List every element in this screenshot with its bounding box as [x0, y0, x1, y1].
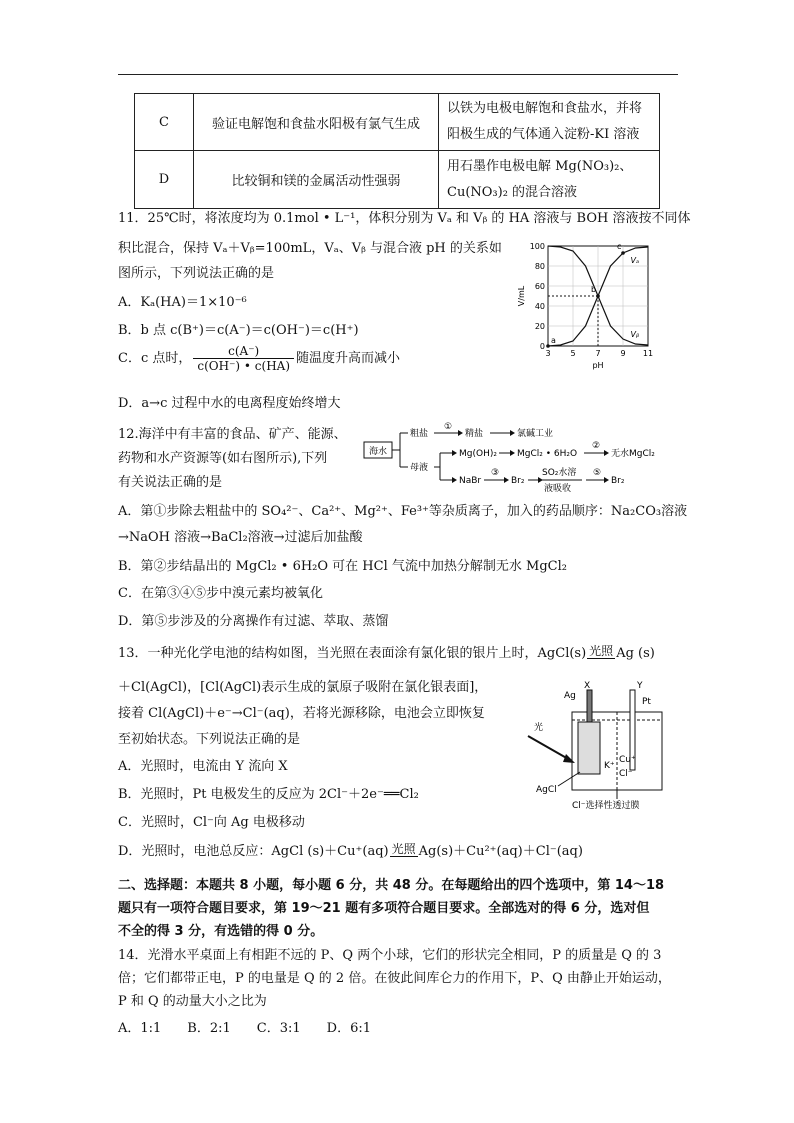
cu-ion-label: Cu⁺	[619, 755, 636, 765]
q11-stem-line: 积比混合，保持 Vₐ＋Vᵦ=100mL，Vₐ、Vᵦ 与混合液 pH 的关系如	[118, 241, 502, 256]
light-label: 光	[534, 723, 544, 733]
y-tick-label: 40	[534, 302, 545, 311]
arrow-head	[510, 450, 515, 456]
seawater-label: 海水	[368, 447, 388, 457]
table-row	[135, 151, 660, 209]
section-heading-line: 不全的得 3 分，有选错的得 0 分。	[118, 924, 324, 939]
y-tick-label: 100	[529, 242, 545, 251]
table-cell-goal: 比较铜和镁的金属活动性强弱	[194, 151, 439, 209]
fraction-denominator: c(OH⁻) • c(HA)	[197, 359, 291, 373]
x-tick-label: 11	[642, 349, 654, 358]
q14-stem-line: P 和 Q 的动量大小之比为	[118, 994, 267, 1009]
x-axis-label: pH	[592, 361, 604, 370]
q12-stem-line: 有关说法正确的是	[118, 475, 223, 490]
method-line: 阳极生成的气体通入淀粉-KI 溶液	[447, 127, 640, 142]
arrow-head	[604, 450, 609, 456]
agcl-coated-plate	[578, 722, 600, 774]
mgoh2-label: Mg(OH)₂	[459, 449, 497, 459]
experiment-table	[134, 93, 660, 209]
membrane-label: Cl⁻选择性透过膜	[572, 801, 640, 811]
method-line: Cu(NO₃)₂ 的混合溶液	[447, 184, 578, 200]
q11-stem-line: 图所示，下列说法正确的是	[118, 266, 275, 281]
table-cell-label: C	[135, 94, 194, 151]
q13-option-d-pre: D．光照时，电池总反应：AgCl (s)＋Cu⁺(aq)	[118, 844, 389, 859]
q12-option-d: D．第⑤步涉及的分离操作有过滤、萃取、蒸馏	[118, 614, 389, 629]
section-heading-line: 二、选择题：本题共 8 小题，每小题 6 分，共 48 分。在每题给出的四个选项中，第 14～18	[118, 878, 665, 893]
so2-absorb-label: SO₂水溶	[542, 468, 577, 478]
series-label: Vₐ	[630, 256, 640, 265]
seawater-flow-diagram	[360, 415, 680, 495]
ph-volume-chart	[510, 238, 660, 373]
mother-liquor-label: 母液	[410, 463, 429, 473]
y-tick-label: 20	[534, 322, 545, 331]
method-line: 用石墨作电极电解 Mg(NO₃)₂、	[447, 158, 633, 174]
y-tick-label: 80	[534, 262, 545, 271]
point-label-c: c	[617, 242, 622, 251]
light-condition-arrow	[390, 843, 418, 859]
x-tick-label: 5	[570, 349, 576, 358]
pt-label: Pt	[642, 697, 651, 707]
arrow-head	[452, 450, 457, 456]
q12-option-a-cont: →NaOH 溶液→BaCl₂溶液→过滤后加盐酸	[118, 530, 363, 545]
light-condition-label: 光照	[589, 644, 614, 658]
fraction-numerator: c(A⁻)	[193, 344, 294, 359]
q11-option-c	[118, 344, 400, 373]
q12-stem-line: 药物和水产资源等(如右图所示),下列	[118, 451, 328, 466]
electrode-y-label: Y	[637, 681, 643, 691]
fine-salt-label: 精盐	[465, 429, 484, 439]
arrow-head	[504, 477, 509, 483]
arrow-head	[604, 477, 609, 483]
light-condition-arrow	[587, 645, 615, 661]
point-c	[621, 251, 625, 255]
q13-option-d	[118, 840, 583, 859]
q13-line1-pre: 13．一种光化学电池的结构如图，当光照在表面涂有氯化银的银片上时，AgCl(s)	[118, 646, 587, 661]
electrode-x-label: X	[584, 681, 591, 691]
point-b	[596, 294, 600, 298]
q11-fraction	[193, 344, 294, 373]
q11-option-a: A．Kₐ(HA)＝1×10⁻⁶	[118, 295, 247, 310]
crude-salt-label: 粗盐	[410, 429, 429, 439]
x-tick-label: 7	[595, 349, 601, 358]
q13-stem-line: 至初始状态。下列说法正确的是	[118, 732, 301, 747]
q12-option-b: B．第②步结晶出的 MgCl₂ • 6H₂O 可在 HCl 气流中加热分解制无水 MgCl₂	[118, 559, 567, 574]
chlor-alkali-label: 氯碱工业	[517, 429, 554, 439]
q13-option-c: C．光照时，Cl⁻向 Ag 电极移动	[118, 815, 305, 830]
q13-line1-post: Ag (s)	[616, 646, 655, 661]
ag-electrode-rod	[587, 690, 592, 722]
so2-absorb-label-2: 液吸收	[544, 484, 572, 494]
q11-option-c-pre: C．c 点时，	[118, 351, 192, 366]
section-heading-line: 题只有一项符合题目要求，第 19～21 题有多项符合题目要求。全部选对的得 6 分，选对但	[118, 901, 650, 916]
q13-stem-line	[118, 642, 655, 661]
arrow-head	[510, 430, 515, 436]
point-a	[546, 344, 550, 348]
q12-option-c: C．在第③④⑤步中溴元素均被氧化	[118, 586, 323, 601]
nabr-label: NaBr	[459, 476, 482, 486]
ag-label: Ag	[564, 691, 576, 701]
q12-option-a: A．第①步除去粗盐中的 SO₄²⁻、Ca²⁺、Mg²⁺、Fe³⁺等杂质离子，加入的药品顺序：Na₂CO₃溶液	[118, 504, 688, 519]
mgcl2-hydrate-label: MgCl₂ • 6H₂O	[517, 449, 578, 459]
q14-stem-line: 14．光滑水平桌面上有相距不远的 P、Q 两个小球，它们的形状完全相同，P 的质量是 Q 的 3	[118, 948, 662, 963]
header-rule	[118, 74, 678, 75]
y-tick-label: 60	[534, 282, 545, 291]
q14-options: A．1:1 B．2:1 C．3:1 D．6:1	[118, 1021, 371, 1036]
step-5-label: ⑤	[592, 468, 602, 478]
q11-option-c-post: 随温度升高而减小	[296, 351, 401, 366]
step-1-label: ①	[443, 422, 453, 432]
arrow-head	[458, 430, 463, 436]
q13-stem-line: ＋Cl(AgCl)，[Cl(AgCl)表示生成的氯原子吸附在氯化银表面]，	[118, 680, 488, 695]
point-label-b: b	[591, 285, 597, 294]
light-arrow-head	[563, 754, 575, 763]
q13-option-d-post: Ag(s)＋Cu²⁺(aq)＋Cl⁻(aq)	[418, 844, 583, 859]
y-axis-label: V/mL	[517, 285, 526, 307]
k-ion-label: K⁺	[604, 761, 615, 771]
x-tick-label: 3	[545, 349, 551, 358]
table-cell-label: D	[135, 151, 194, 209]
q11-stem-line: 11．25℃时，将浓度均为 0.1mol • L⁻¹，体积分别为 Vₐ 和 Vᵦ 的 HA 溶液与 BOH 溶液按不同体	[118, 211, 691, 226]
light-arrow	[528, 736, 570, 760]
agcl-label: AgCl	[536, 785, 557, 795]
method-line: 以铁为电极电解饱和食盐水，并将	[447, 101, 643, 116]
table-cell-goal: 验证电解饱和食盐水阳极有氯气生成	[194, 94, 439, 151]
anhydrous-mgcl2-label: 无水MgCl₂	[611, 449, 655, 459]
q12-stem-line: 12.海洋中有丰富的食品、矿产、能源、	[118, 427, 347, 442]
y-tick-label: 0	[539, 342, 545, 351]
photo-battery-diagram	[520, 680, 680, 820]
arrow-head	[452, 477, 457, 483]
q14-stem-line: 倍；它们都带正电，P 的电量是 Q 的 2 倍。在彼此间库仑力的作用下，P、Q 由静止开始运动，	[118, 971, 671, 986]
x-tick-label: 9	[620, 349, 626, 358]
q13-option-b: B．光照时，Pt 电极发生的反应为 2Cl⁻＋2e⁻══Cl₂	[118, 787, 419, 802]
series-label: Vᵦ	[630, 330, 640, 339]
br2-label: Br₂	[511, 476, 525, 486]
step-2-label: ②	[591, 441, 601, 451]
q13-stem-line: 接着 Cl(AgCl)＋e⁻→Cl⁻(aq)，若将光源移除，电池会立即恢复	[118, 706, 485, 721]
table-cell-method	[439, 151, 660, 209]
q11-option-d: D．a→c 过程中水的电离程度始终增大	[118, 396, 341, 411]
cl-ion-label: Cl⁻	[619, 769, 633, 779]
table-cell-method	[439, 94, 660, 151]
light-condition-label: 光照	[391, 842, 416, 856]
agcl-pointer	[558, 772, 580, 786]
q11-option-b: B．b 点 c(B⁺)＝c(A⁻)＝c(OH⁻)＝c(H⁺)	[118, 323, 359, 338]
q13-option-a: A．光照时，电流由 Y 流向 X	[118, 759, 288, 774]
point-label-a: a	[551, 336, 556, 345]
table-row	[135, 94, 660, 151]
step-3-label: ③	[490, 468, 500, 478]
br2-final-label: Br₂	[611, 476, 625, 486]
